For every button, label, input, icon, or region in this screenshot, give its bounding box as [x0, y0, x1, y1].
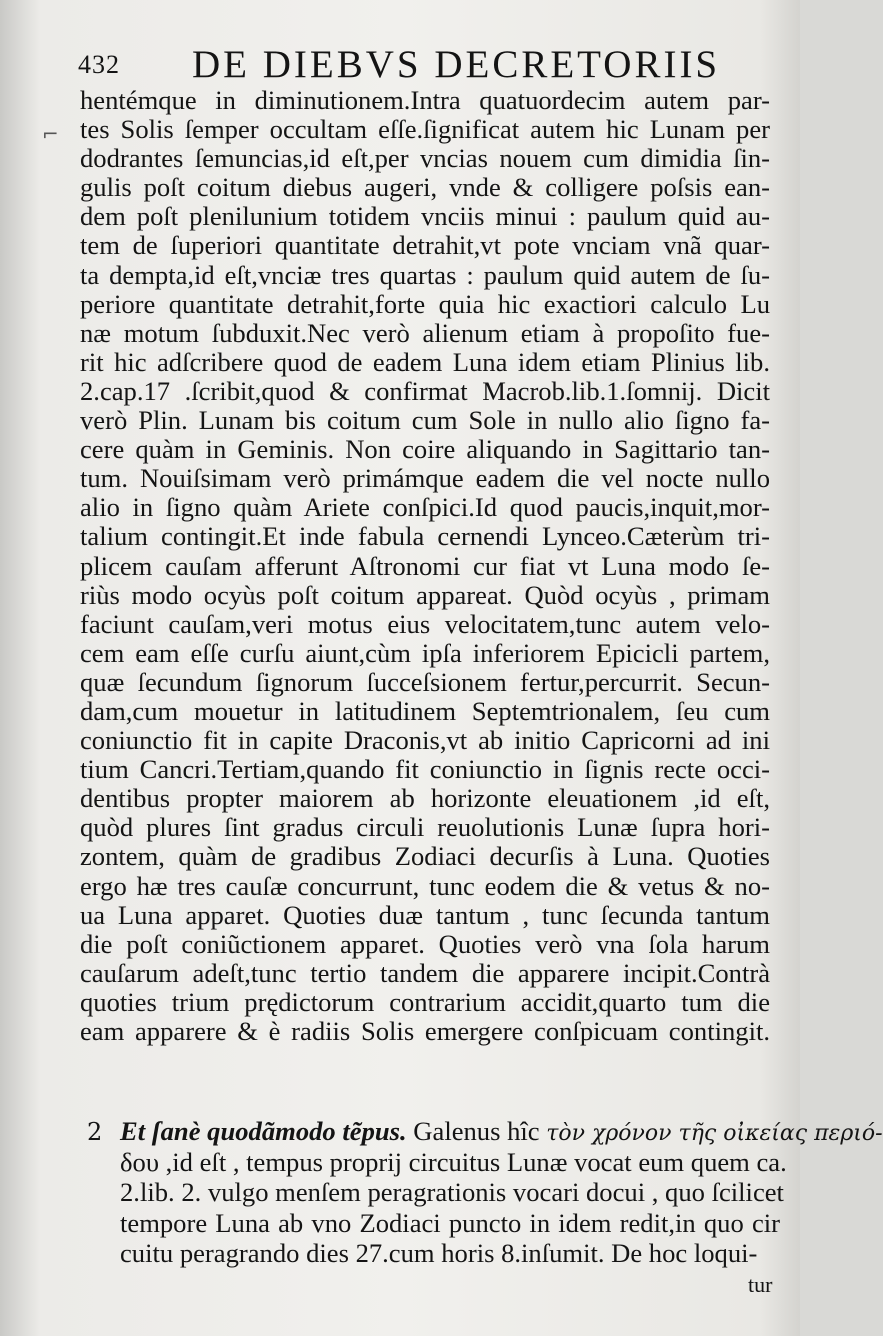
note-line: δου ,id eſt , tempus proprij circuitus Lunæ vocat eum quem ca.: [120, 1146, 787, 1177]
text-line: periore quantitate detrahit,forte quia hic exactiori calculo Lu: [80, 288, 770, 319]
text-line: tes Solis ſemper occultam eſſe.ſignificat autem hic Lunam per: [80, 114, 770, 145]
text-line: quoties trium prędictorum contrarium accidit,quarto tum die: [80, 986, 770, 1017]
note-text: Galenus hîc: [406, 1116, 547, 1146]
commentary-note: [80, 1116, 883, 1269]
text-line: verò Plin. Lunam bis coitum cum Sole in nullo alio ſigno fa-: [80, 405, 770, 436]
page-number: 432: [78, 50, 120, 79]
text-line: dentibus propter maiorem ab horizonte eleuationem ,id eſt,: [80, 783, 770, 814]
text-line: eam apparere & è radiis Solis emergere conſpicuam contingit.: [80, 1016, 770, 1046]
text-line: tium Cancri.Tertiam,quando fit coniunctio in ſignis recte occi-: [80, 754, 770, 785]
text-line: ua Luna apparet. Quoties duæ tantum , tunc ſecunda tantum: [80, 899, 770, 930]
text-line: hentémque in diminutionem.Intra quatuordecim autem par-: [80, 85, 770, 115]
text-line: cauſarum adeſt,tunc tertio tandem die apparere incipit.Contrà: [80, 957, 770, 988]
text-line: talium contingit.Et inde fabula cernendi Lynceo.Cæterùm tri-: [80, 521, 770, 552]
running-title: DE DIEBVS DECRETORIIS: [192, 43, 721, 86]
note-line: tempore Luna ab vno Zodiaci puncto in idem redit,in quo cir: [120, 1207, 780, 1238]
text-line: quòd plures ſint gradus circuli reuolutionis Lunæ ſupra hori-: [80, 812, 770, 843]
text-line: ta dempta,id eſt,vnciæ tres quartas : paulum quid autem de ſu-: [80, 259, 770, 290]
note-line: [80, 1116, 883, 1147]
main-text-block: [80, 86, 770, 1046]
text-line: zontem, quàm de gradibus Zodiaci decurſis à Luna. Quoties: [80, 841, 770, 872]
text-line: dodrantes ſemuncias,id eſt,per vncias nouem cum dimidia ſin-: [80, 143, 770, 174]
note-line: 2.lib. 2. vulgo menſem peragrationis vocari docui , quo ſcilicet: [120, 1177, 784, 1207]
footnote-number: 2: [87, 1118, 103, 1146]
text-line: ergo hæ tres cauſæ concurrunt, tunc eodem die & vetus & no-: [80, 870, 770, 901]
margin-bracket-mark: ⌐: [42, 122, 59, 146]
text-line: dem poſt plenilunium totidem vnciis minui : paulum quid au-: [80, 201, 770, 232]
text-line: tum. Nouiſsimam verò primámque eadem die vel nocte nullo: [80, 463, 770, 494]
text-line: quæ ſecundum ſignorum ſucceſsionem fertur,percurrit. Secun-: [80, 666, 770, 697]
text-line: plicem cauſam afferunt Aſtronomi cur fiat vt Luna modo ſe-: [80, 550, 770, 581]
note-line: cuitu peragrando dies 27.cum horis 8.inſumit. De hoc loqui-: [120, 1238, 758, 1268]
catchword: tur: [748, 1272, 773, 1297]
text-line: faciunt cauſam,veri motus eius velocitatem,tunc autem velo-: [80, 608, 770, 639]
text-line: riùs modo ocyùs poſt coitum appareat. Quòd ocyùs , primam: [80, 579, 770, 610]
text-line: die poſt coniũctionem apparet. Quoties verò vna ſola harum: [80, 928, 770, 959]
text-line: cem eam eſſe curſu aiunt,cùm ipſa inferiorem Epicicli partem,: [80, 637, 770, 668]
text-line: alio in ſigno quàm Ariete conſpici.Id quod paucis,inquit,mor-: [80, 492, 770, 523]
text-line: rit hic adſcribere quod de eadem Luna idem etiam Plinius lib.: [80, 346, 770, 377]
text-line: næ motum ſubduxit.Nec verò alienum etiam à propoſito fue-: [80, 317, 770, 348]
greek-quotation: τὸν χρόνον τῆς οἰκείας περιό-: [546, 1121, 883, 1146]
text-line: cere quàm in Geminis. Non coire aliquando in Sagittario tan-: [80, 434, 770, 465]
text-line: tem de ſuperiori quantitate detrahit,vt pote vnciam vnã quar-: [80, 230, 770, 261]
note-lemma: Et ſanè quodãmodo tẽpus.: [120, 1116, 407, 1146]
text-line: coniunctio fit in capite Draconis,vt ab initio Capricorni ad ini: [80, 725, 770, 756]
text-line: 2.cap.17 .ſcribit,quod & confirmat Macrob.lib.1.ſomnij. Dicit: [80, 375, 770, 406]
text-line: dam,cum mouetur in latitudinem Septemtrionalem, ſeu cum: [80, 695, 770, 726]
running-head: [78, 40, 760, 86]
text-line: gulis poſt coitum diebus augeri, vnde & colligere poſsis ean-: [80, 172, 770, 203]
